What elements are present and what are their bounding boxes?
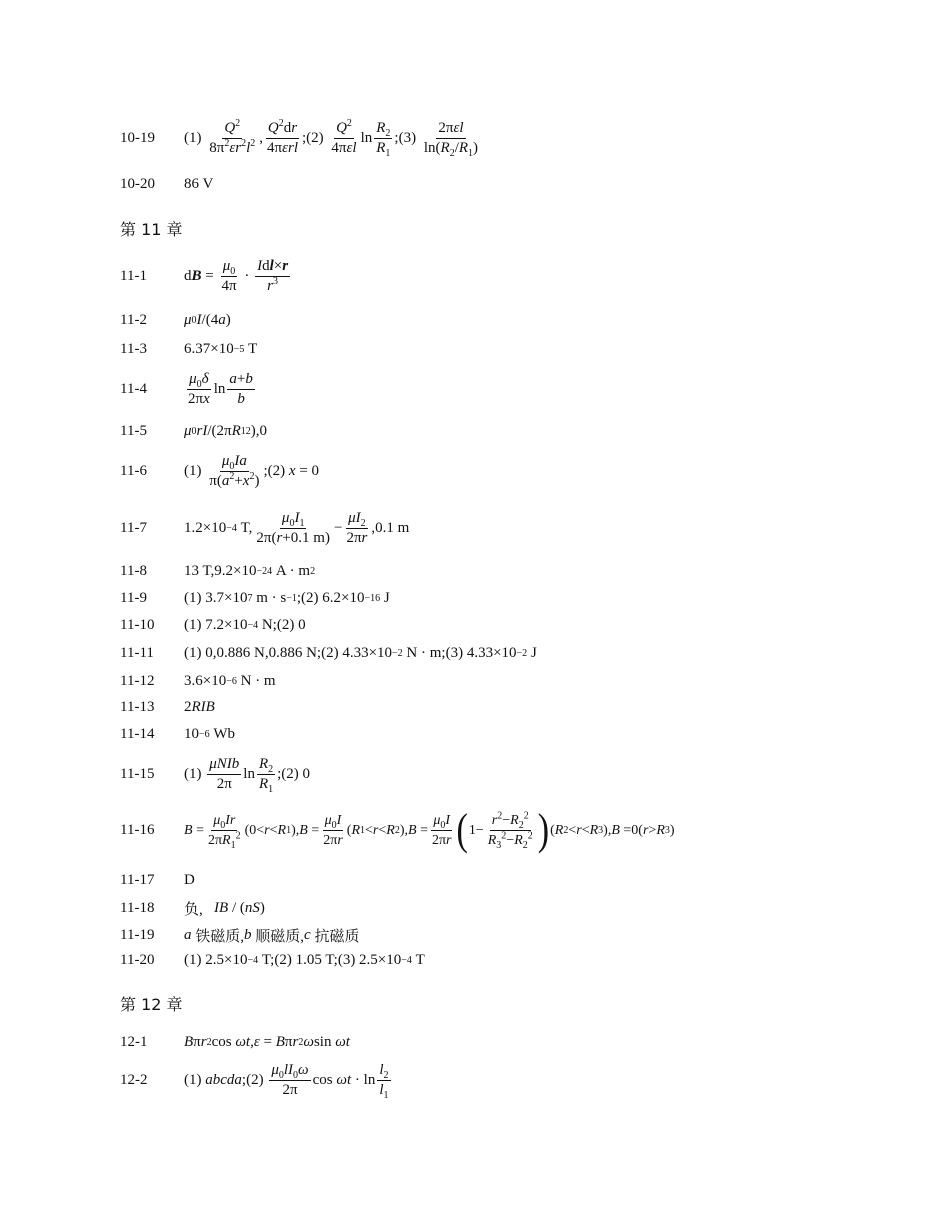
answer-row [120,925,359,946]
answer-row [120,176,213,193]
problem-number: 11-17 [120,872,155,888]
answer-formula: (1) 7.2×10 −4 N;(2) 0 [184,617,306,633]
answer-formula: B = $\frac{\mu_0Ir}{2\pi R_1^2}$ (0< r < R 1 ), B = $\frac{\mu_0I}{2\pi r}$ ( R 1 < r < R 2 ), B = $\frac{\mu_0I}{2\pi r}$ ( 1− $\frac{r^2-R_2^2}{R_3^2-R_2^2}$ ) ( R 2 < r < R 3 ), B =0( r > R 3 ) [184,805,675,854]
answer-row [120,699,215,716]
answer-formula: (1) $\frac{Q^2}{8\pi^2\varepsilon r^2l^2}$ , $\frac{Q^2dr}{\text{4πεrl}}$ ;(2) $\frac{Q^2}{\text{4πεl}}$ ln $\frac{R_2}{R_1}$ ;(3) $\frac{\text{2πεl}}{\ln(R_2/R_1)}$ [184,118,479,159]
answer-formula: 2 RIB [184,699,215,715]
answer-text: 86 V [184,176,214,192]
problem-number: 11-6 [120,463,147,479]
answer-row [120,312,231,329]
answer-formula: (1) abcda ;(2) $\frac{\mu_0lI_0\omega}{2\pi}$ cos ωt · ln $\frac{l_2}{l_1}$ [184,1062,389,1101]
answer-row [120,673,276,690]
problem-number: 10-20 [120,176,155,192]
chapter-heading: 第 11 章 [120,220,183,239]
answer-row [120,805,675,854]
answer-row [120,258,292,295]
problem-number: 11-12 [120,673,155,689]
problem-number: 11-14 [120,726,155,742]
problem-number: 11-8 [120,563,147,579]
answer-formula: (1) 3.7×10 7 m · s −1 ;(2) 6.2×10 −16 J [184,590,390,606]
answer-row [120,726,235,743]
problem-number: 11-10 [120,617,155,633]
answer-row [120,453,319,490]
answer-formula: B π r 2 cos ωt , ε = B π r 2 ω sin ωt [184,1034,350,1050]
answer-row [120,423,267,440]
problem-number: 11-15 [120,766,155,782]
answer-row [120,872,195,889]
problem-number: 11-7 [120,520,147,536]
answer-formula: 10 −6 Wb [184,726,236,742]
answer-row [120,371,257,408]
answer-row [120,563,315,580]
answer-formula: $\frac{\mu_0\delta}{2\pi x}$ ln $\frac{a+b}{b}$ [188,371,253,407]
answer-row [120,756,310,793]
problem-number: 11-11 [120,645,154,661]
answer-row [120,1034,350,1051]
answer-formula: (1) 2.5×10 −4 T;(2) 1.05 T;(3) 2.5×10 −4 T [184,952,425,968]
answer-formula: 13 T,9.2×10 −24 A · m 2 [184,563,316,579]
problem-number: 11-3 [120,341,147,357]
problem-number: 11-4 [120,381,147,397]
answer-formula: (1) 0,0.886 N,0.886 N;(2) 4.33×10 −2 N · m;(3) 4.33×10 −2 J [184,645,537,661]
problem-number: 11-19 [120,927,155,943]
problem-number: 12-2 [120,1072,148,1088]
problem-number: 11-5 [120,423,147,439]
answer-row [120,341,257,358]
answer-row [120,1062,393,1099]
problem-number: 11-9 [120,590,147,606]
answer-text: D [184,872,195,888]
problem-number: 11-20 [120,952,155,968]
problem-number: 10-19 [120,130,155,146]
answer-row [120,645,537,662]
answer-formula: a 铁磁质, b 顺磁质, c 抗磁质 [184,927,360,945]
problem-number: 11-1 [120,268,147,284]
answer-formula: 6.37×10 −5 T [184,341,258,357]
answer-formula: (1) $\frac{\text{μNIb}}{2\pi}$ ln $\frac{R_2}{R_1}$ ;(2) 0 [184,756,311,795]
answer-formula: 3.6×10 −6 N · m [184,673,276,689]
answer-formula: μ 0 I /(4 a ) [184,312,231,328]
answer-formula: μ 0 rI /(2π R 1 2 ),0 [184,423,268,439]
problem-number: 11-18 [120,900,155,916]
problem-number: 11-2 [120,312,147,328]
answer-row [120,510,409,547]
answer-formula: d B = $\frac{\mu_0}{4\pi}$ · $\frac{\text{Idl×r}}{r^3}$ [184,258,289,294]
answer-row [120,590,390,607]
problem-number: 11-13 [120,699,155,715]
answer-row [120,120,482,157]
answer-formula: 1.2×10 −4 T, $\frac{\mu_0I_1}{2\pi(r+0.1 m)}$ − $\frac{\mu I_2}{2\pi r}$ ,0.1 m [184,510,410,546]
answer-formula: (1) $\frac{\mu_0Ia}{\pi(a^2+x^2)}$ ;(2) x = 0 [184,453,320,489]
answer-row [120,952,425,969]
problem-number: 12-1 [120,1034,148,1050]
answer-formula: 负, IB / ( nS ) [184,900,265,918]
answer-row [120,898,265,919]
chapter-heading: 第 12 章 [120,995,183,1014]
problem-number: 11-16 [120,822,155,838]
answer-row [120,617,306,634]
